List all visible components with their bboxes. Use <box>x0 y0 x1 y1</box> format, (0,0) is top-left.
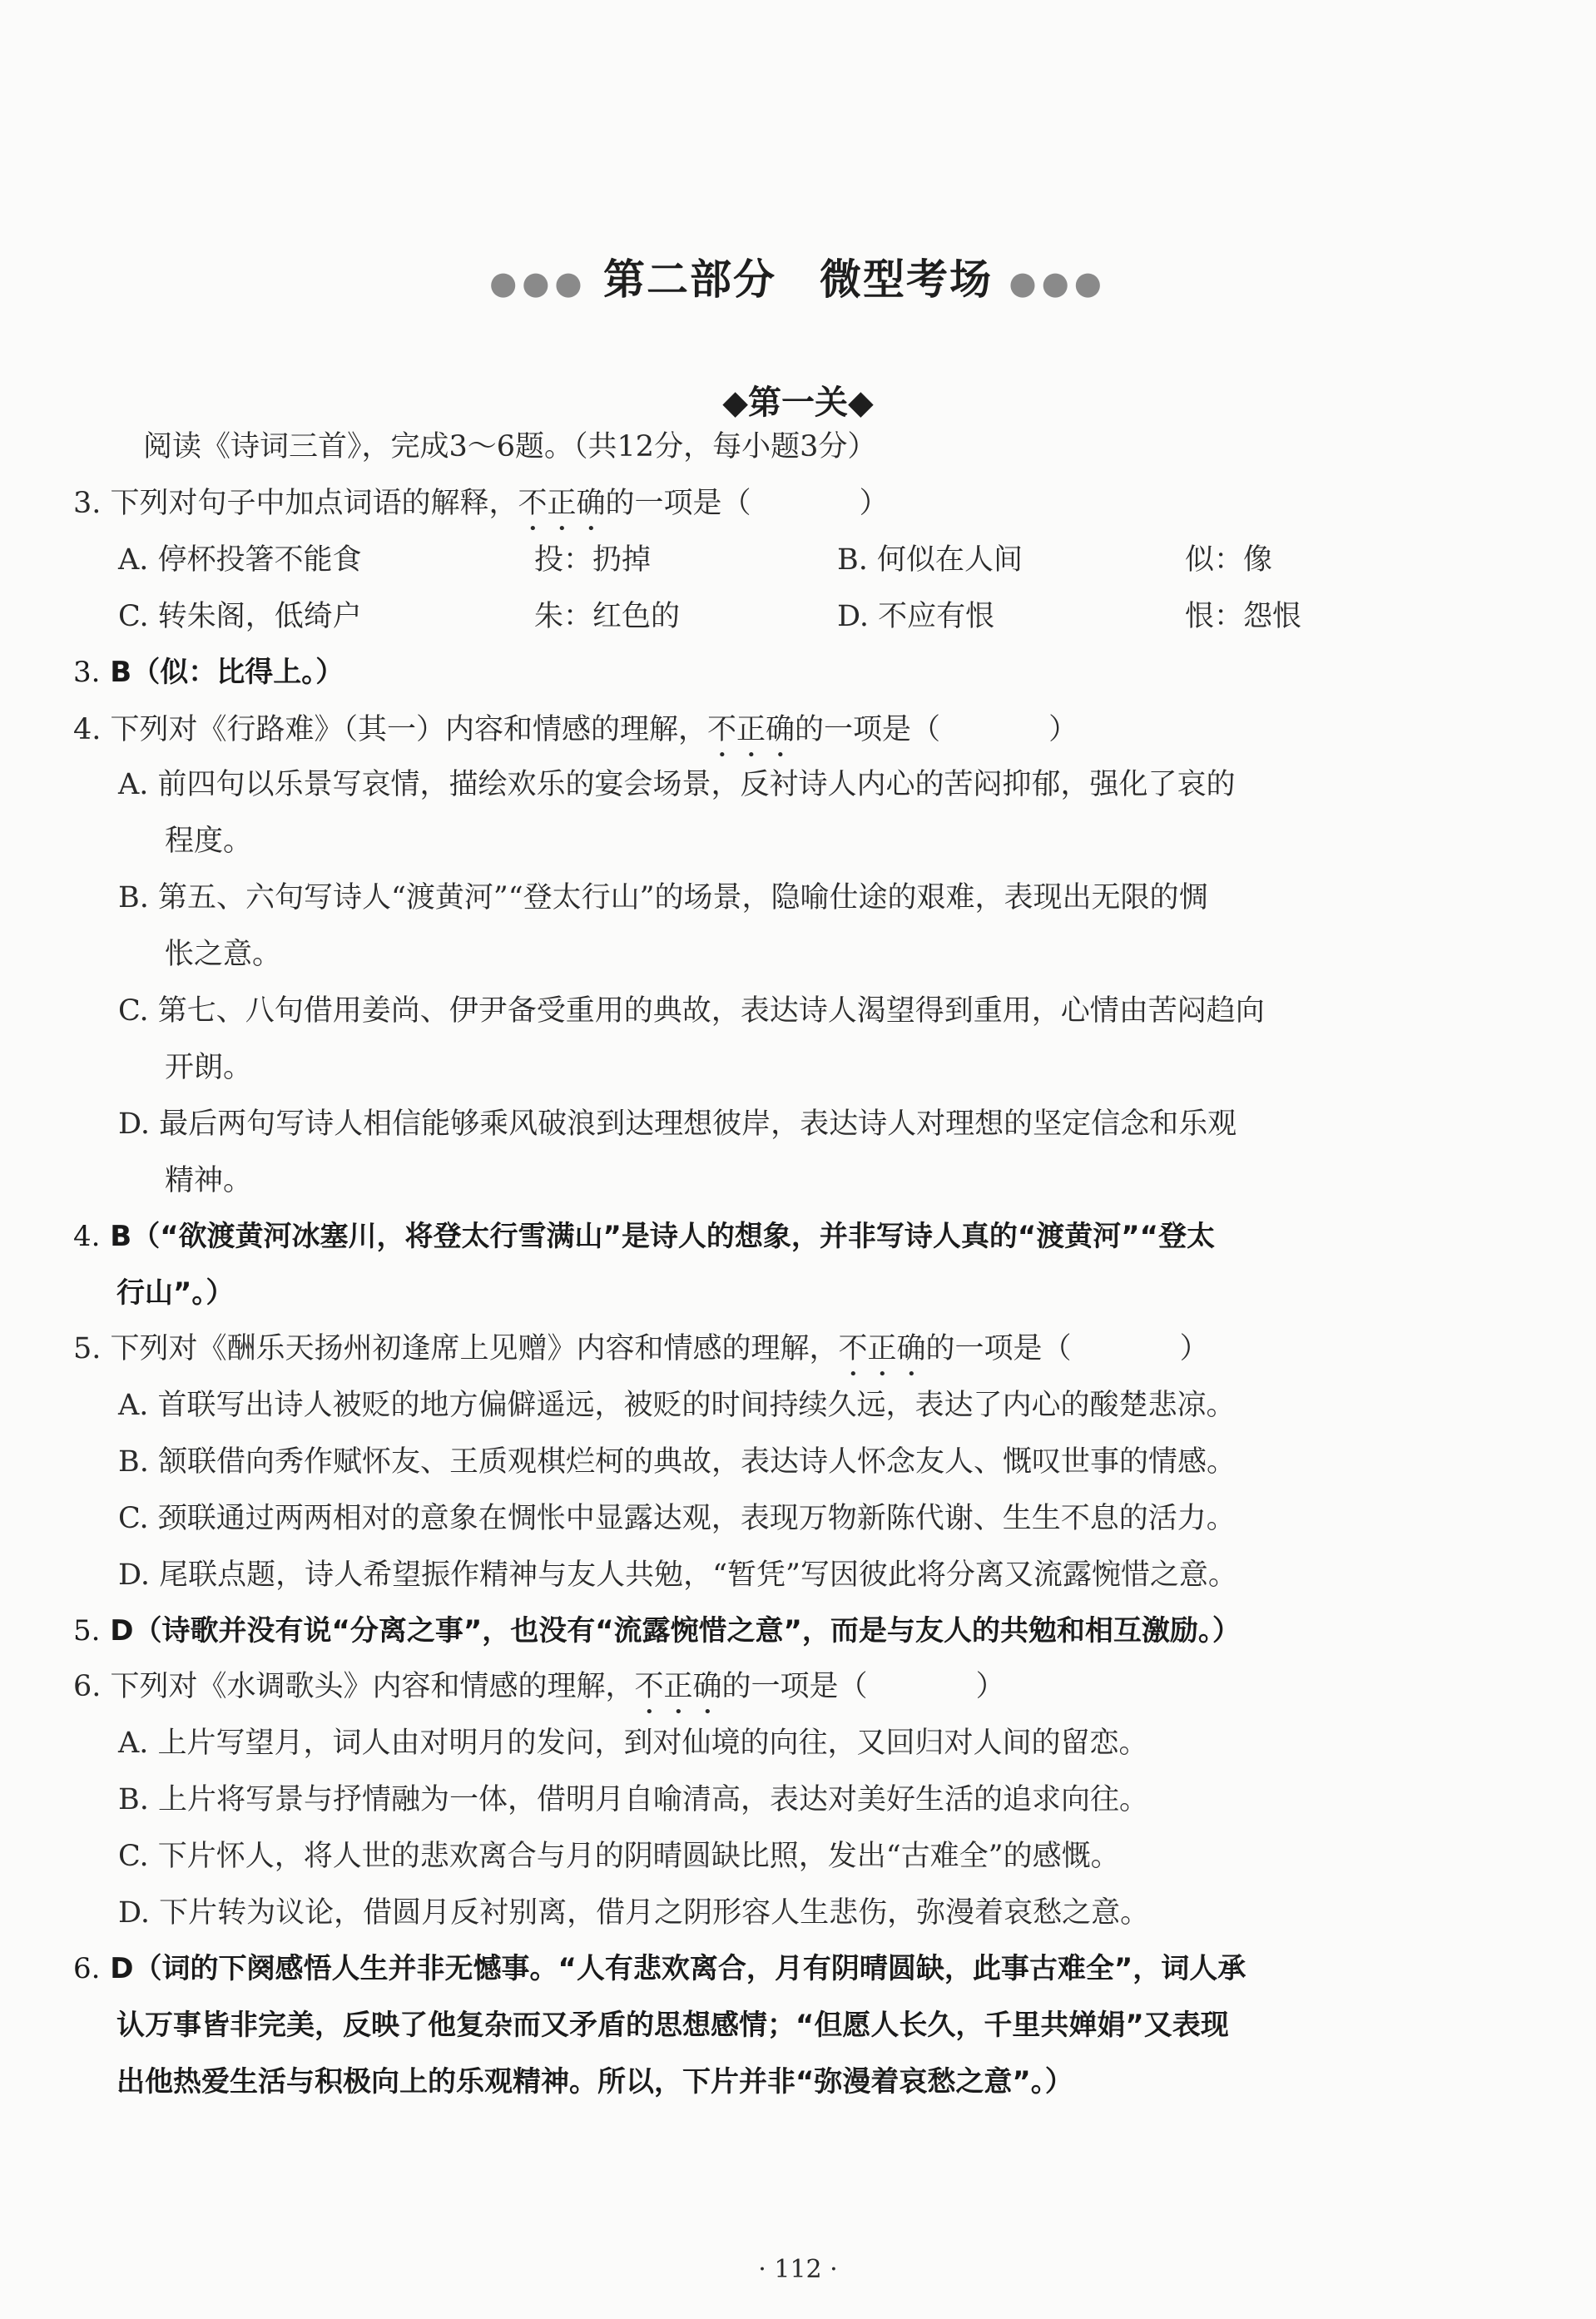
question-4-option-d-cont: 精神。 <box>165 1164 253 1197</box>
question-5-stem <box>73 1331 1209 1383</box>
answer-5 <box>73 1614 1241 1648</box>
question-4-stem-tail: 的一项是（ <box>795 713 941 746</box>
level-title: ◆第一关◆ <box>722 384 874 422</box>
question-3-option-b-gloss: 似：像 <box>1185 543 1273 577</box>
question-4-stem-text: 4. 下列对《行路难》（其一）内容和情感的理解， <box>73 713 708 746</box>
reading-instruction: 阅读《诗词三首》，完成3～6题。（共12分，每小题3分） <box>143 430 877 463</box>
answer-5-number: 5. <box>73 1614 101 1648</box>
question-3-option-d-gloss: 恨：怨恨 <box>1185 600 1302 633</box>
question-3-close: ） <box>859 487 889 520</box>
question-3-stem-text: 3. 下列对句子中加点词语的解释， <box>73 487 518 520</box>
decorative-dots-right: ●●● <box>1009 264 1107 301</box>
question-6-stem-text: 6. 下列对《水调歌头》内容和情感的理解， <box>73 1670 635 1703</box>
answer-4 <box>73 1220 1215 1254</box>
answer-6-text: D（词的下阕感悟人生并非无憾事。“人有悲欢离合，月有阴晴圆缺，此事古难全”，词人承 <box>110 1952 1247 1985</box>
question-3-stem <box>73 486 889 538</box>
question-5-option-a: A. 首联写出诗人被贬的地方偏僻遥远，被贬的时间持续久远，表达了内心的酸楚悲凉。 <box>118 1389 1236 1422</box>
question-6-option-d: D. 下片转为议论，借圆月反衬别离，借月之阴形容人生悲伤，弥漫着哀愁之意。 <box>118 1896 1150 1930</box>
answer-6 <box>73 1952 1246 1986</box>
answer-3 <box>73 656 344 690</box>
question-3-option-b: B. 何似在人间 <box>837 543 1023 577</box>
question-5-option-b: B. 颔联借向秀作赋怀友、王质观棋烂柯的典故，表达诗人怀念友人、慨叹世事的情感。 <box>118 1445 1236 1479</box>
decorative-dots-left: ●●● <box>489 264 587 301</box>
answer-4-number: 4. <box>73 1220 101 1253</box>
answer-4-cont: 行山”。） <box>116 1276 235 1310</box>
section-title <box>0 246 1596 306</box>
question-6-close: ） <box>975 1670 1005 1703</box>
question-4-option-b-cont: 怅之意。 <box>165 938 282 971</box>
question-3-option-a-gloss: 投：扔掉 <box>534 543 652 577</box>
question-4-emphasis: 不正确 <box>707 713 796 746</box>
question-4-option-b: B. 第五、六句写诗人“渡黄河”“登太行山”的场景，隐喻仕途的艰难，表现出无限的惆 <box>118 881 1208 914</box>
question-3-option-c-gloss: 朱：红色的 <box>534 600 681 633</box>
answer-6-cont-1: 认万事皆非完美，反映了他复杂而又矛盾的思想感情；“但愿人长久，千里共婵娟”又表现 <box>116 2009 1229 2042</box>
question-4-option-d: D. 最后两句写诗人相信能够乘风破浪到达理想彼岸，表达诗人对理想的坚定信念和乐观 <box>118 1107 1237 1141</box>
question-4-option-a-cont: 程度。 <box>165 825 253 858</box>
answer-4-text: B（“欲渡黄河冰塞川，将登太行雪满山”是诗人的想象，并非写诗人真的“渡黄河”“登太 <box>110 1220 1215 1253</box>
question-5-stem-text: 5. 下列对《酬乐天扬州初逢席上见赠》内容和情感的理解， <box>73 1332 839 1365</box>
question-4-option-a: A. 前四句以乐景写哀情，描绘欢乐的宴会场景，反衬诗人内心的苦闷抑郁，强化了哀的 <box>118 768 1236 801</box>
question-6-option-a: A. 上片写望月，词人由对明月的发问，到对仙境的向往，又回归对人间的留恋。 <box>118 1727 1148 1760</box>
answer-3-number: 3. <box>73 656 101 689</box>
question-3-stem-tail: 的一项是（ <box>605 487 751 520</box>
question-5-close: ） <box>1179 1332 1209 1365</box>
question-5-emphasis: 不正确 <box>838 1332 926 1365</box>
question-5-stem-tail: 的一项是（ <box>925 1332 1072 1365</box>
question-6-stem <box>73 1669 1005 1721</box>
answer-6-cont-2: 出他热爱生活与积极向上的乐观精神。所以，下片并非“弥漫着哀愁之意”。） <box>116 2065 1073 2098</box>
answer-5-text: D（诗歌并没有说“分离之事”，也没有“流露惋惜之意”，而是与友人的共勉和相互激励。） <box>110 1614 1241 1648</box>
question-6-option-b: B. 上片将写景与抒情融为一体，借明月自喻清高，表达对美好生活的追求向往。 <box>118 1783 1148 1816</box>
question-6-stem-tail: 的一项是（ <box>721 1670 868 1703</box>
answer-3-text: B（似：比得上。） <box>110 656 344 689</box>
question-4-stem <box>73 712 1078 764</box>
question-4-close: ） <box>1048 713 1078 746</box>
question-3-option-d: D. 不应有恨 <box>837 600 995 633</box>
question-6-emphasis: 不正确 <box>634 1670 722 1703</box>
question-3-option-a: A. 停杯投箸不能食 <box>118 543 362 577</box>
section-title-text: 第二部分 微型考场 <box>603 255 993 304</box>
question-6-option-c: C. 下片怀人，将人世的悲欢离合与月的阴晴圆缺比照，发出“古难全”的感慨。 <box>118 1840 1120 1873</box>
question-5-option-c: C. 颈联通过两两相对的意象在惆怅中显露达观，表现万物新陈代谢、生生不息的活力。 <box>118 1502 1236 1535</box>
question-3-emphasis: 不正确 <box>518 487 606 520</box>
answer-6-number: 6. <box>73 1952 101 1985</box>
question-4-option-c: C. 第七、八句借用姜尚、伊尹备受重用的典故，表达诗人渴望得到重用，心情由苦闷趋向 <box>118 994 1265 1028</box>
question-5-option-d: D. 尾联点题，诗人希望振作精神与友人共勉，“暂凭”写因彼此将分离又流露惋惜之意。 <box>118 1558 1237 1592</box>
question-3-option-c: C. 转朱阁，低绮户 <box>118 600 362 633</box>
page-number: · 112 · <box>758 2255 838 2284</box>
question-4-option-c-cont: 开朗。 <box>165 1051 253 1084</box>
